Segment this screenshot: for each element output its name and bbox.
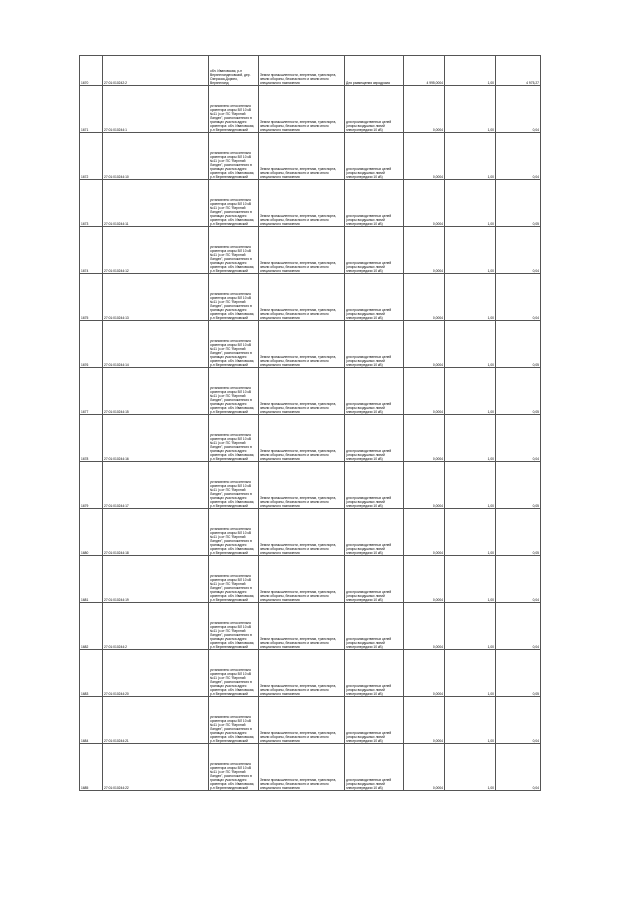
land-category-cell: Земли промышленности, энергетики, транспорта, земли обороны, безопасности и земли иного специального назначения	[259, 603, 345, 650]
cadastral-number-cell: 27:01:010244:22	[103, 744, 209, 791]
address-cell: установлено относительно ориентира опоры ВЛ 10 кВ №11 (з от ПС "Верхний Ландех", расположенного в границах участка адрес ориентира: обл. Ивановская, р-н Верхнеландеховский	[209, 744, 259, 791]
row-number-cell: 1684	[80, 697, 103, 744]
cadastral-value-cell: 0,04	[496, 697, 541, 744]
table-row	[80, 368, 541, 415]
area-cell: 0,0004	[404, 509, 445, 556]
rate-cell: 1,00	[445, 56, 496, 86]
cadastral-value-cell: 0,05	[496, 509, 541, 556]
cadastral-value-cell: 0,04	[496, 274, 541, 321]
row-number-cell: 1674	[80, 227, 103, 274]
cadastral-number-cell: 27:01:010244:1	[103, 86, 209, 133]
area-cell: 0,0004	[404, 180, 445, 227]
land-category-cell: Земли промышленности, энергетики, транспорта, земли обороны, безопасности и земли иного специального назначения	[259, 133, 345, 180]
cadastral-number-cell: 27:01:010244:20	[103, 650, 209, 697]
cadastral-number-cell: 27:01:010244:21	[103, 697, 209, 744]
area-cell: 0,0004	[404, 650, 445, 697]
address-cell: установлено относительно ориентира опоры ВЛ 10 кВ №11 (з от ПС "Верхний Ландех", расположенного в границах участка адрес ориентира: обл. Ивановская, р-н Верхнеландеховский	[209, 133, 259, 180]
row-number-cell: 1678	[80, 415, 103, 462]
area-cell: 0,0004	[404, 744, 445, 791]
cadastral-value-cell: 0,04	[496, 415, 541, 462]
area-cell: 0,0004	[404, 133, 445, 180]
area-cell: 0,0004	[404, 697, 445, 744]
land-category-cell: Земли промышленности, энергетики, транспорта, земли обороны, безопасности и земли иного специального назначения	[259, 180, 345, 227]
land-category-cell: Земли промышленности, энергетики, транспорта, земли обороны, безопасности и земли иного специального назначения	[259, 321, 345, 368]
cadastral-value-cell: 0,04	[496, 133, 541, 180]
cadastral-number-cell: 27:01:010244:12	[103, 227, 209, 274]
area-cell: 0,0004	[404, 274, 445, 321]
row-number-cell: 1685	[80, 744, 103, 791]
permitted-use-cell: для производственных целей (опоры воздушных линий электропередачи 10 кВ)	[345, 321, 404, 368]
land-category-cell: Земли промышленности, энергетики, транспорта, земли обороны, безопасности и земли иного специального назначения	[259, 509, 345, 556]
rate-cell: 1,00	[445, 321, 496, 368]
table-row	[80, 321, 541, 368]
address-cell: установлено относительно ориентира опоры ВЛ 10 кВ №11 (з от ПС "Верхний Ландех", расположенного в границах участка адрес ориентира: обл. Ивановская, р-н Верхнеландеховский	[209, 462, 259, 509]
permitted-use-cell: для производственных целей (опоры воздушных линий электропередачи 10 кВ)	[345, 415, 404, 462]
address-cell: установлено относительно ориентира опоры ВЛ 10 кВ №11 (з от ПС "Верхний Ландех", расположенного в границах участка адрес ориентира: обл. Ивановская, р-н Верхнеландеховский	[209, 697, 259, 744]
cadastral-number-cell: 27:01:010244:11	[103, 180, 209, 227]
cadastral-value-cell: 0,04	[496, 603, 541, 650]
table-row	[80, 274, 541, 321]
row-number-cell: 1680	[80, 509, 103, 556]
cadastral-number-cell: 27:01:010242:2	[103, 56, 209, 86]
address-cell: установлено относительно ориентира опоры ВЛ 10 кВ №11 (з от ПС "Верхний Ландех", расположенного в границах участка адрес ориентира: обл. Ивановская, р-н Верхнеландеховский	[209, 556, 259, 603]
rate-cell: 1,00	[445, 368, 496, 415]
cadastral-number-cell: 27:01:010244:13	[103, 274, 209, 321]
permitted-use-cell: для производственных целей (опоры воздушных линий электропередачи 10 кВ)	[345, 274, 404, 321]
address-cell: установлено относительно ориентира опоры ВЛ 10 кВ №11 (з от ПС "Верхний Ландех", расположенного в границах участка адрес ориентира: обл. Ивановская, р-н Верхнеландеховский	[209, 274, 259, 321]
cadastral-number-cell: 27:01:010244:16	[103, 415, 209, 462]
land-category-cell: Земли промышленности, энергетики, транспорта, земли обороны, безопасности и земли иного специального назначения	[259, 744, 345, 791]
land-category-cell: Земли промышленности, энергетики, транспорта, земли обороны, безопасности и земли иного специального назначения	[259, 86, 345, 133]
permitted-use-cell: для производственных целей (опоры воздушных линий электропередачи 10 кВ)	[345, 227, 404, 274]
table-row	[80, 180, 541, 227]
land-category-cell: Земли промышленности, энергетики, транспорта, земли обороны, безопасности и земли иного специального назначения	[259, 556, 345, 603]
land-category-cell: Земли промышленности, энергетики, транспорта, земли обороны, безопасности и земли иного специального назначения	[259, 650, 345, 697]
rate-cell: 1,00	[445, 650, 496, 697]
cadastral-number-cell: 27:01:010244:15	[103, 368, 209, 415]
rate-cell: 1,00	[445, 133, 496, 180]
address-cell: установлено относительно ориентира опоры ВЛ 10 кВ №11 (з от ПС "Верхний Ландех", расположенного в границах участка адрес ориентира: обл. Ивановская, р-н Верхнеландеховский	[209, 321, 259, 368]
row-number-cell: 1673	[80, 180, 103, 227]
rate-cell: 1,00	[445, 86, 496, 133]
rate-cell: 1,00	[445, 227, 496, 274]
permitted-use-cell: для производственных целей (опоры воздушных линий электропередачи 10 кВ)	[345, 650, 404, 697]
land-category-cell: Земли промышленности, энергетики, транспорта, земли обороны, безопасности и земли иного специального назначения	[259, 368, 345, 415]
cadastral-value-cell: 0,04	[496, 86, 541, 133]
cadastral-number-cell: 27:01:010244:17	[103, 462, 209, 509]
row-number-cell: 1676	[80, 321, 103, 368]
permitted-use-cell: Для размещения аэродрома	[345, 56, 404, 86]
cadastral-value-cell: 0,05	[496, 321, 541, 368]
cadastral-number-cell: 27:01:010244:19	[103, 556, 209, 603]
permitted-use-cell: для производственных целей (опоры воздушных линий электропередачи 10 кВ)	[345, 462, 404, 509]
row-number-cell: 1675	[80, 274, 103, 321]
cadastral-number-cell: 27:01:010244:18	[103, 509, 209, 556]
table-row	[80, 556, 541, 603]
row-number-cell: 1677	[80, 368, 103, 415]
land-category-cell: Земли промышленности, энергетики, транспорта, земли обороны, безопасности и земли иного специального назначения	[259, 462, 345, 509]
cadastral-value-cell: 0,05	[496, 462, 541, 509]
row-number-cell: 1682	[80, 603, 103, 650]
table-row	[80, 415, 541, 462]
table-row	[80, 650, 541, 697]
address-cell: установлено относительно ориентира опоры ВЛ 10 кВ №11 (з от ПС "Верхний Ландех", расположенного в границах участка адрес ориентира: обл. Ивановская, р-н Верхнеландеховский	[209, 368, 259, 415]
area-cell: 0,0004	[404, 556, 445, 603]
rate-cell: 1,00	[445, 462, 496, 509]
address-cell: обл. Ивановская, р-н Верхнеландеховский, дер. Озерская-Дорино, Верхнеланд	[209, 56, 259, 86]
land-category-cell: Земли промышленности, энергетики, транспорта, земли обороны, безопасности и земли иного специального назначения	[259, 697, 345, 744]
permitted-use-cell: для производственных целей (опоры воздушных линий электропередачи 10 кВ)	[345, 744, 404, 791]
table-row	[80, 603, 541, 650]
rate-cell: 1,00	[445, 274, 496, 321]
address-cell: установлено относительно ориентира опоры ВЛ 10 кВ №11 (з от ПС "Верхний Ландех", расположенного в границах участка адрес ориентира: обл. Ивановская, р-н Верхнеландеховский	[209, 650, 259, 697]
area-cell: 0,0004	[404, 321, 445, 368]
row-number-cell: 1671	[80, 86, 103, 133]
area-cell: 0,0004	[404, 462, 445, 509]
rate-cell: 1,00	[445, 697, 496, 744]
rate-cell: 1,00	[445, 556, 496, 603]
table-row	[80, 56, 541, 86]
rate-cell: 1,00	[445, 509, 496, 556]
permitted-use-cell: для производственных целей (опоры воздушных линий электропередачи 10 кВ)	[345, 509, 404, 556]
row-number-cell: 1683	[80, 650, 103, 697]
cadastral-value-cell: 0,04	[496, 227, 541, 274]
land-category-cell: Земли промышленности, энергетики, транспорта, земли обороны, безопасности и земли иного специального назначения	[259, 56, 345, 86]
cadastral-number-cell: 27:01:010244:2	[103, 603, 209, 650]
table-row	[80, 462, 541, 509]
land-category-cell: Земли промышленности, энергетики, транспорта, земли обороны, безопасности и земли иного специального назначения	[259, 274, 345, 321]
row-number-cell: 1681	[80, 556, 103, 603]
area-cell: 4 995,0004	[404, 56, 445, 86]
cadastral-value-cell: 0,05	[496, 368, 541, 415]
cadastral-value-cell: 0,04	[496, 556, 541, 603]
land-category-cell: Земли промышленности, энергетики, транспорта, земли обороны, безопасности и земли иного специального назначения	[259, 415, 345, 462]
address-cell: установлено относительно ориентира опоры ВЛ 10 кВ №11 (з от ПС "Верхний Ландех", расположенного в границах участка адрес ориентира: обл. Ивановская, р-н Верхнеландеховский	[209, 415, 259, 462]
cadastral-value-cell: 0,05	[496, 180, 541, 227]
cadastral-number-cell: 27:01:010244:10	[103, 133, 209, 180]
row-number-cell: 1672	[80, 133, 103, 180]
address-cell: установлено относительно ориентира опоры ВЛ 10 кВ №11 (з от ПС "Верхний Ландех", расположенного в границах участка адрес ориентира: обл. Ивановская, р-н Верхнеландеховский	[209, 509, 259, 556]
land-category-cell: Земли промышленности, энергетики, транспорта, земли обороны, безопасности и земли иного специального назначения	[259, 227, 345, 274]
table-row	[80, 509, 541, 556]
cadastral-number-cell: 27:01:010244:14	[103, 321, 209, 368]
cadastral-value-cell: 4 975,27	[496, 56, 541, 86]
permitted-use-cell: для производственных целей (опоры воздушных линий электропередачи 10 кВ)	[345, 86, 404, 133]
rate-cell: 1,00	[445, 415, 496, 462]
address-cell: установлено относительно ориентира опоры ВЛ 10 кВ №11 (з от ПС "Верхний Ландех", расположенного в границах участка адрес ориентира: обл. Ивановская, р-н Верхнеландеховский	[209, 180, 259, 227]
area-cell: 0,0004	[404, 86, 445, 133]
table-row	[80, 697, 541, 744]
area-cell: 0,0004	[404, 227, 445, 274]
cadastral-value-cell: 0,04	[496, 744, 541, 791]
permitted-use-cell: для производственных целей (опоры воздушных линий электропередачи 10 кВ)	[345, 133, 404, 180]
table-row	[80, 133, 541, 180]
permitted-use-cell: для производственных целей (опоры воздушных линий электропередачи 10 кВ)	[345, 180, 404, 227]
rate-cell: 1,00	[445, 180, 496, 227]
permitted-use-cell: для производственных целей (опоры воздушных линий электропередачи 10 кВ)	[345, 368, 404, 415]
area-cell: 0,0004	[404, 603, 445, 650]
area-cell: 0,0004	[404, 368, 445, 415]
table-row	[80, 744, 541, 791]
address-cell: установлено относительно ориентира опоры ВЛ 10 кВ №11 (з от ПС "Верхний Ландех", расположенного в границах участка адрес ориентира: обл. Ивановская, р-н Верхнеландеховский	[209, 603, 259, 650]
rate-cell: 1,00	[445, 744, 496, 791]
row-number-cell: 1670	[80, 56, 103, 86]
address-cell: установлено относительно ориентира опоры ВЛ 10 кВ №11 (з от ПС "Верхний Ландех", расположенного в границах участка адрес ориентира: обл. Ивановская, р-н Верхнеландеховский	[209, 227, 259, 274]
permitted-use-cell: для производственных целей (опоры воздушных линий электропередачи 10 кВ)	[345, 556, 404, 603]
permitted-use-cell: для производственных целей (опоры воздушных линий электропередачи 10 кВ)	[345, 697, 404, 744]
table-row	[80, 227, 541, 274]
table-row	[80, 86, 541, 133]
area-cell: 0,0004	[404, 415, 445, 462]
cadastral-value-cell: 0,05	[496, 650, 541, 697]
permitted-use-cell: для производственных целей (опоры воздушных линий электропередачи 10 кВ)	[345, 603, 404, 650]
row-number-cell: 1679	[80, 462, 103, 509]
land-parcel-table	[79, 55, 541, 791]
address-cell: установлено относительно ориентира опоры ВЛ 10 кВ №11 (з от ПС "Верхний Ландех", расположенного в границах участка адрес ориентира: обл. Ивановская, р-н Верхнеландеховский	[209, 86, 259, 133]
rate-cell: 1,00	[445, 603, 496, 650]
